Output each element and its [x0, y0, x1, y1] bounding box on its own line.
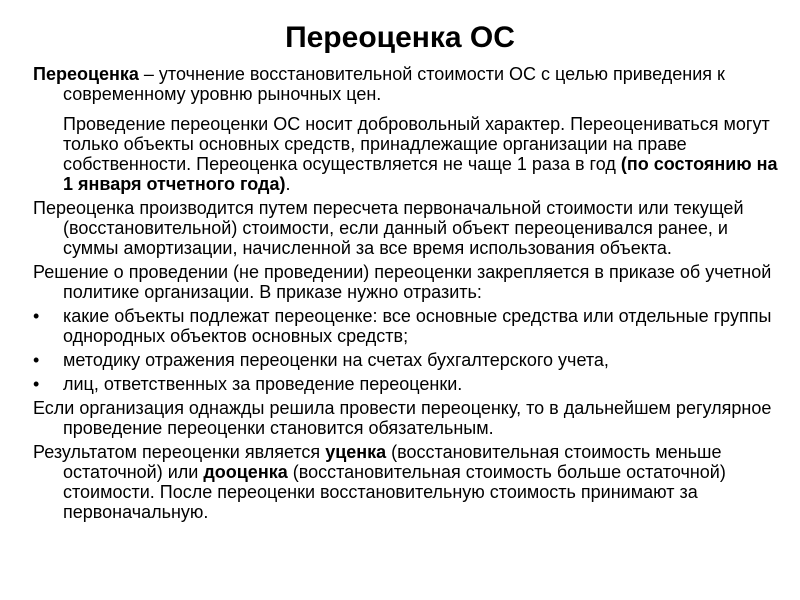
- bullet-dot-icon: •: [33, 306, 40, 326]
- voluntary-paragraph: [33, 114, 778, 194]
- result-text-d: (восстановительная стоимость больше остаточной) стоимости. После переоценки восстановительную стоимость принимают за первоначальную.: [63, 462, 726, 522]
- result-term-markdown: уценка: [325, 442, 387, 462]
- regularity-paragraph: Если организация однажды решила провести переоценку, то в дальнейшем регулярное проведение переоценки становится обязательным.: [33, 398, 772, 438]
- definition-term: Переоценка: [33, 64, 139, 84]
- recalculation-paragraph: Переоценка производится путем пересчета первоначальной стоимости или текущей (восстановительной) стоимости, если данный объект переоценивался ранее, и суммы амортизации, начисленной за все время использования объекта.: [33, 198, 744, 258]
- bullet-dot-icon: •: [33, 350, 40, 370]
- bullet-text: методику отражения переоценки на счетах бухгалтерского учета,: [63, 350, 609, 370]
- result-paragraph: [33, 442, 778, 522]
- definition-text: – уточнение восстановительной стоимости ОС с целью приведения к современному уровню рыночных цен.: [63, 64, 725, 104]
- bullet-text: какие объекты подлежат переоценке: все основные средства или отдельные группы однородных объектов основных средств;: [63, 306, 772, 346]
- definition-paragraph: [33, 64, 778, 104]
- bullet-text: лиц, ответственных за проведение переоценки.: [63, 374, 463, 394]
- bullet-item-method: [33, 350, 778, 370]
- result-text-c: (восстановительная стоимость меньше остаточной) или: [63, 442, 722, 482]
- voluntary-text: Проведение переоценки ОС носит добровольный характер. Переоцениваться могут только объекты основных средств, принадлежащие организации на праве собственности. Переоценка осуществляется не чаще 1 раза в год: [63, 114, 770, 174]
- bullet-item-objects: [33, 306, 778, 346]
- voluntary-tail: .: [285, 174, 291, 194]
- slide-body: [33, 64, 778, 526]
- result-term-markup: дооценка: [203, 462, 288, 482]
- slide-title: Переоценка ОС: [285, 21, 515, 54]
- policy-paragraph: Решение о проведении (не проведении) переоценки закрепляется в приказе об учетной политике организации. В приказе нужно отразить:: [33, 262, 772, 302]
- voluntary-date-bold: (по состоянию на 1 января отчетного года): [63, 154, 778, 194]
- bullet-dot-icon: •: [33, 374, 40, 394]
- result-text-a: Результатом переоценки является: [33, 442, 326, 462]
- bullet-item-responsible: [33, 374, 778, 394]
